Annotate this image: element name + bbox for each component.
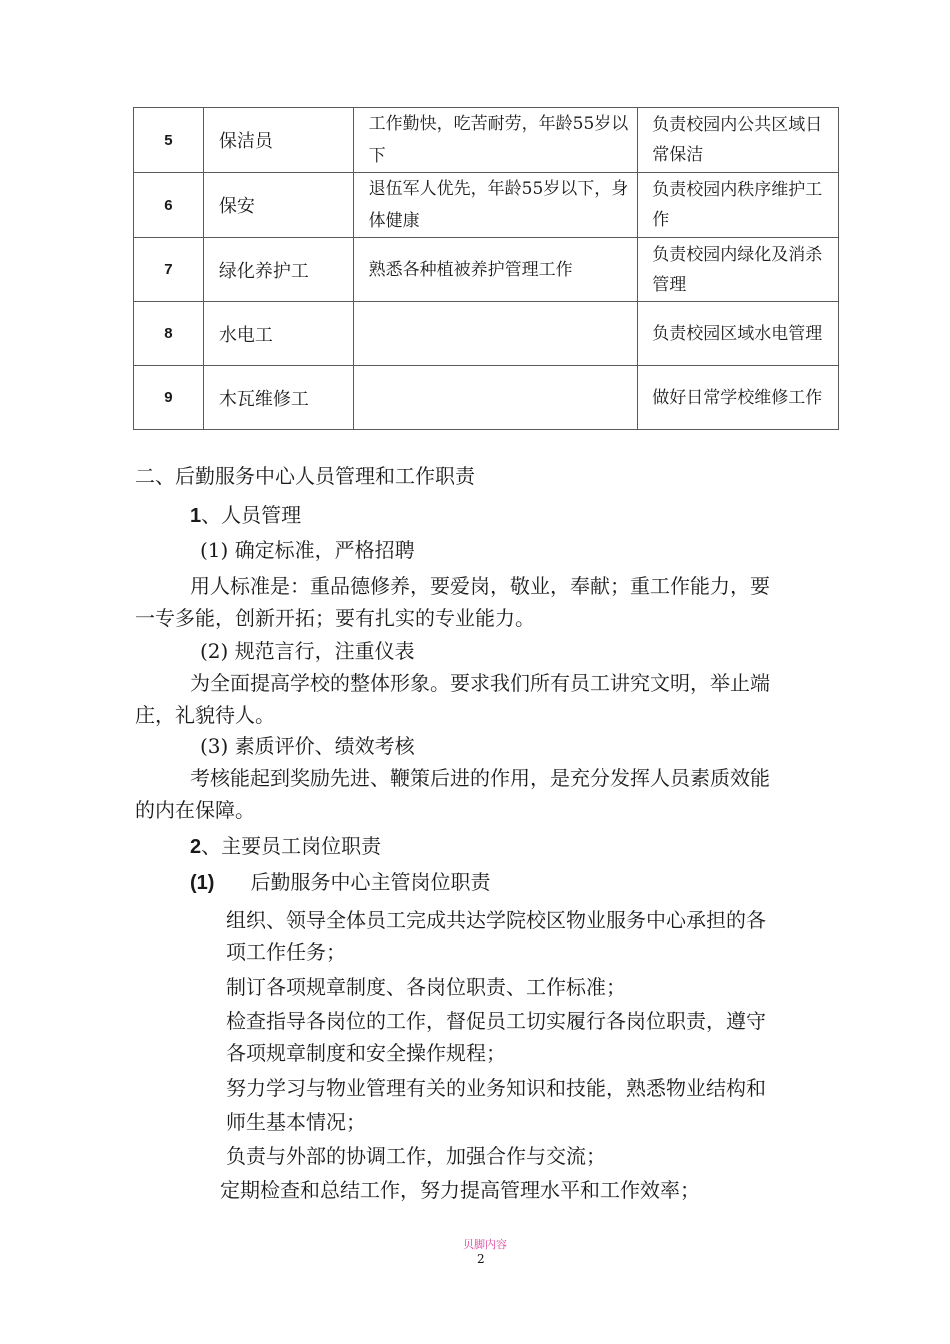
cell-number: 5 <box>134 108 204 173</box>
staff-table-body <box>134 108 839 430</box>
cell-duty: 负责校园区域水电管理 <box>638 302 839 366</box>
subheading-duties <box>190 830 381 863</box>
duty-6: 定期检查和总结工作，努力提高管理水平和工作效率； <box>220 1178 700 1202</box>
duty-2: 制订各项规章制度、各岗位职责、工作标准； <box>226 975 626 999</box>
cell-duty: 负责校园内公共区域日常保洁 <box>638 108 839 173</box>
subheading-personnel <box>190 499 301 532</box>
paragraph-3-line-1: 考核能起到奖励先进、鞭策后进的作用，是充分发挥人员素质效能 <box>190 766 770 790</box>
footer-label: 贝脚内容 <box>463 1238 507 1251</box>
cell-duty: 做好日常学校维修工作 <box>638 366 839 430</box>
table-row <box>134 238 839 302</box>
item-text: 后勤服务中心主管岗位职责 <box>250 870 491 894</box>
page-number: 2 <box>477 1252 485 1266</box>
subheading-text: 、主要员工岗位职责 <box>201 834 382 858</box>
item-1: (1) 确定标准，严格招聘 <box>200 538 415 562</box>
cell-post: 绿化养护工 <box>203 238 353 302</box>
item-2: (2) 规范言行，注重仪表 <box>200 639 415 663</box>
item-4 <box>190 866 490 899</box>
cell-requirement: 工作勤快，吃苦耐劳，年龄55岁以下 <box>353 108 638 173</box>
paragraph-2-line-1: 为全面提高学校的整体形象。要求我们所有员工讲究文明，举止端 <box>190 671 770 695</box>
item-number: (1) <box>190 872 215 894</box>
table-row <box>134 108 839 173</box>
cell-number: 6 <box>134 173 204 238</box>
duty-1-line-1: 组织、领导全体员工完成共达学院校区物业服务中心承担的各 <box>226 908 766 932</box>
cell-number: 8 <box>134 302 204 366</box>
table-row <box>134 366 839 430</box>
paragraph-1-line-1: 用人标准是：重品德修养，要爱岗，敬业，奉献；重工作能力，要 <box>190 574 770 598</box>
cell-post: 木瓦维修工 <box>203 366 353 430</box>
cell-post: 保洁员 <box>203 108 353 173</box>
table-row <box>134 173 839 238</box>
subheading-number: 1 <box>190 505 202 527</box>
duty-3-line-2: 各项规章制度和安全操作规程； <box>226 1041 506 1065</box>
cell-requirement <box>353 302 638 366</box>
paragraph-1-line-2: 一专多能，创新开拓；要有扎实的专业能力。 <box>135 606 535 630</box>
cell-number: 7 <box>134 238 204 302</box>
cell-requirement: 熟悉各种植被养护管理工作 <box>353 238 638 302</box>
duty-5: 负责与外部的协调工作，加强合作与交流； <box>226 1144 606 1168</box>
paragraph-2-line-2: 庄，礼貌待人。 <box>135 703 275 727</box>
duty-4-line-2: 师生基本情况； <box>226 1110 366 1134</box>
duty-4-line-1: 努力学习与物业管理有关的业务知识和技能，熟悉物业结构和 <box>226 1076 766 1100</box>
cell-post: 保安 <box>203 173 353 238</box>
table-row <box>134 302 839 366</box>
paragraph-3-line-2: 的内在保障。 <box>135 798 255 822</box>
cell-duty: 负责校园内绿化及消杀管理 <box>638 238 839 302</box>
cell-requirement: 退伍军人优先，年龄55岁以下，身体健康 <box>353 173 638 238</box>
item-3: (3) 素质评价、绩效考核 <box>200 734 415 758</box>
subheading-number: 2 <box>190 836 202 858</box>
section-heading-2: 二、后勤服务中心人员管理和工作职责 <box>135 464 475 488</box>
duty-3-line-1: 检查指导各岗位的工作，督促员工切实履行各岗位职责，遵守 <box>226 1009 766 1033</box>
subheading-text: 、人员管理 <box>201 503 302 527</box>
cell-duty: 负责校园内秩序维护工作 <box>638 173 839 238</box>
staff-table <box>133 107 839 430</box>
cell-post: 水电工 <box>203 302 353 366</box>
cell-number: 9 <box>134 366 204 430</box>
duty-1-line-2: 项工作任务； <box>226 940 346 964</box>
cell-requirement <box>353 366 638 430</box>
